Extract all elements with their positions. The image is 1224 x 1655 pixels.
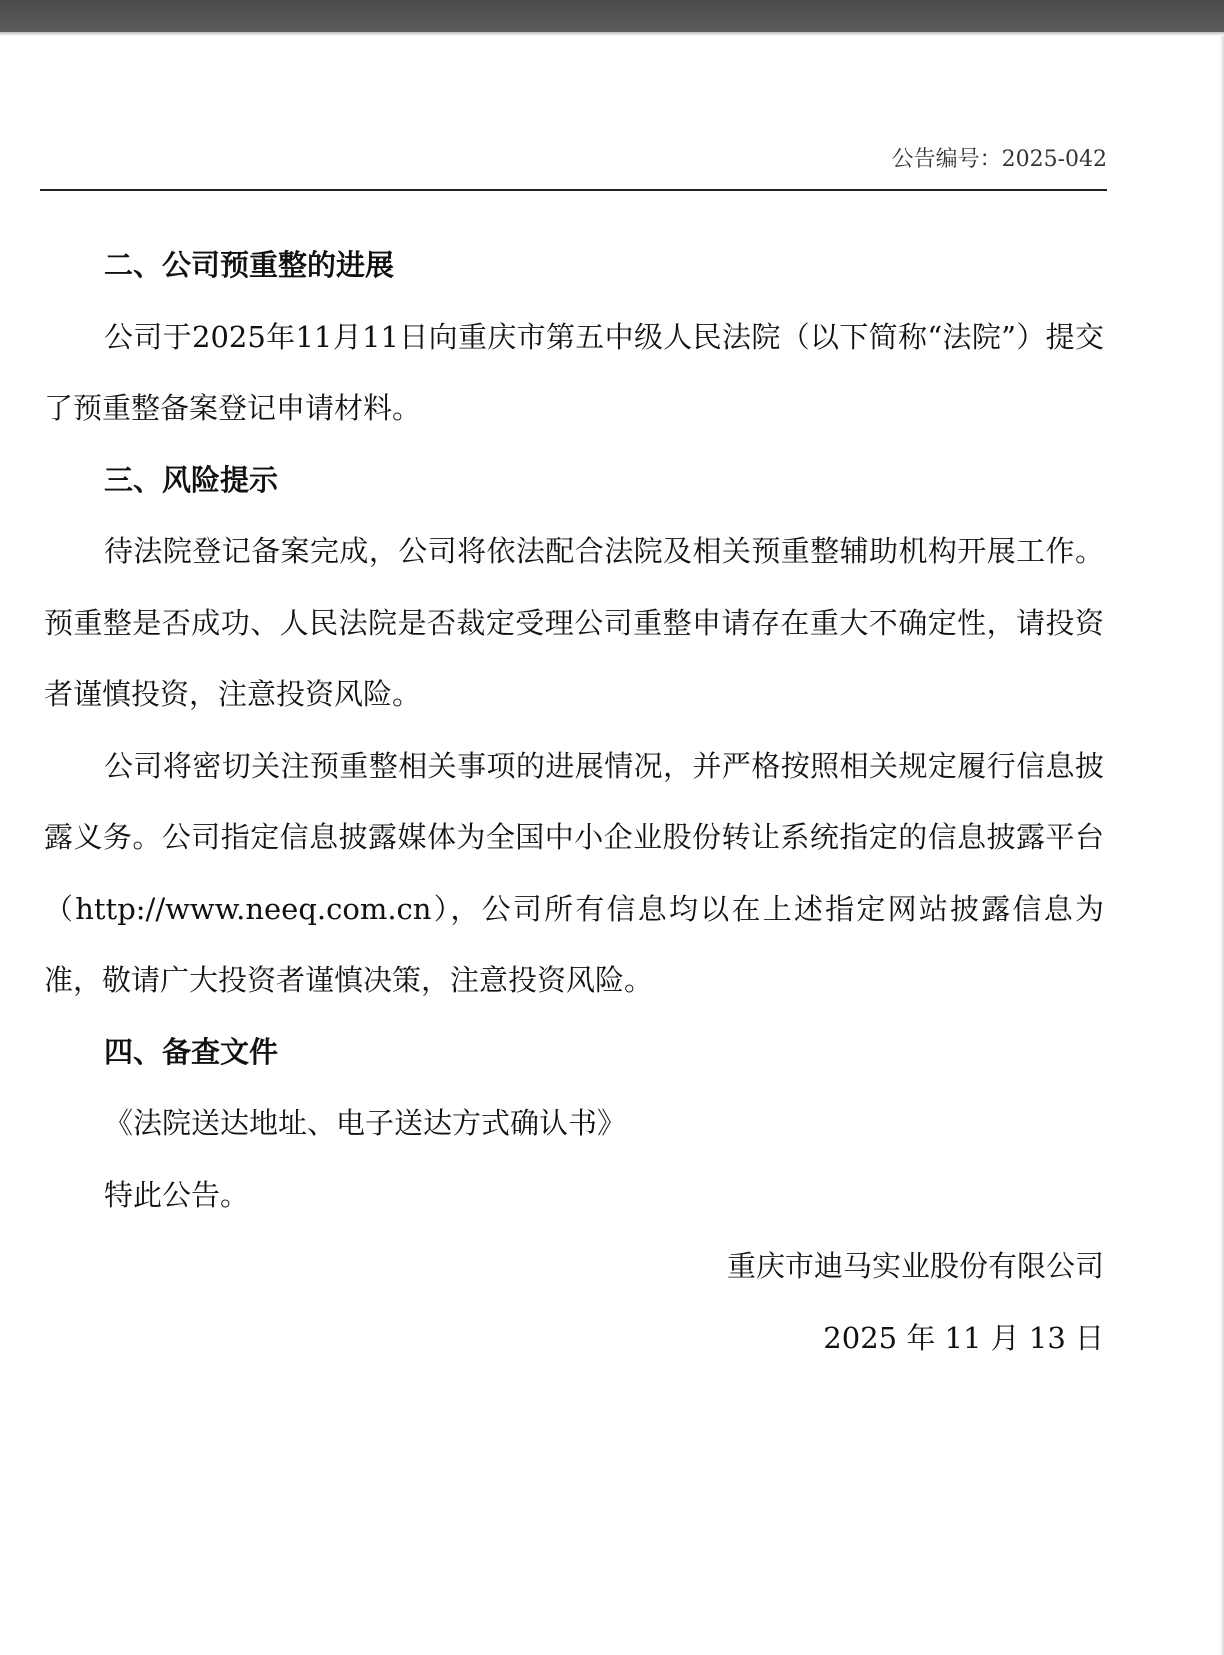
section-4-heading: 四、备查文件 (104, 1034, 279, 1069)
closing-statement: 特此公告。 (104, 1177, 250, 1212)
section-3-paragraph-1: 待法院登记备案完成，公司将依法配合法院及相关预重整辅助机构开展工作。预重整是否成功、人民法院是否裁定受理公司重整申请存在重大不确定性，请投资者谨慎投资，注意投资风险。 (44, 534, 1104, 711)
announcement-number: 公告编号：2025-042 (891, 147, 1107, 172)
section-2-heading: 二、公司预重整的进展 (104, 248, 395, 282)
signature-company: 重庆市迪马实业股份有限公司 (726, 1249, 1104, 1283)
section-3-paragraph-2: 公司将密切关注预重整相关事项的进展情况，并严格按照相关规定履行信息披露义务。公司指定信息披露媒体为全国中小企业股份转让系统指定的信息披露平台（http://www.neeq.com.cn），公司所有信息均以在上述指定网站披露信息为准，敬请广大投资者谨慎决策，注意投资风险。 (44, 748, 1104, 997)
signature-date: 2025 年 11 月 13 日 (823, 1320, 1104, 1355)
viewer-top-bar (0, 0, 1224, 32)
section-2-paragraph: 公司于2025年11月11日向重庆市第五中级人民法院（以下简称“法院”）提交了预重整备案登记申请材料。 (44, 319, 1104, 425)
header-divider (40, 189, 1107, 191)
viewer-top-bar-shadow (0, 32, 1224, 36)
document-body (44, 230, 1104, 1374)
page-edge-shadow (1220, 36, 1224, 1655)
section-3-heading: 三、风险提示 (104, 462, 279, 497)
reference-document: 《法院送达地址、电子送达方式确认书》 (104, 1106, 627, 1140)
